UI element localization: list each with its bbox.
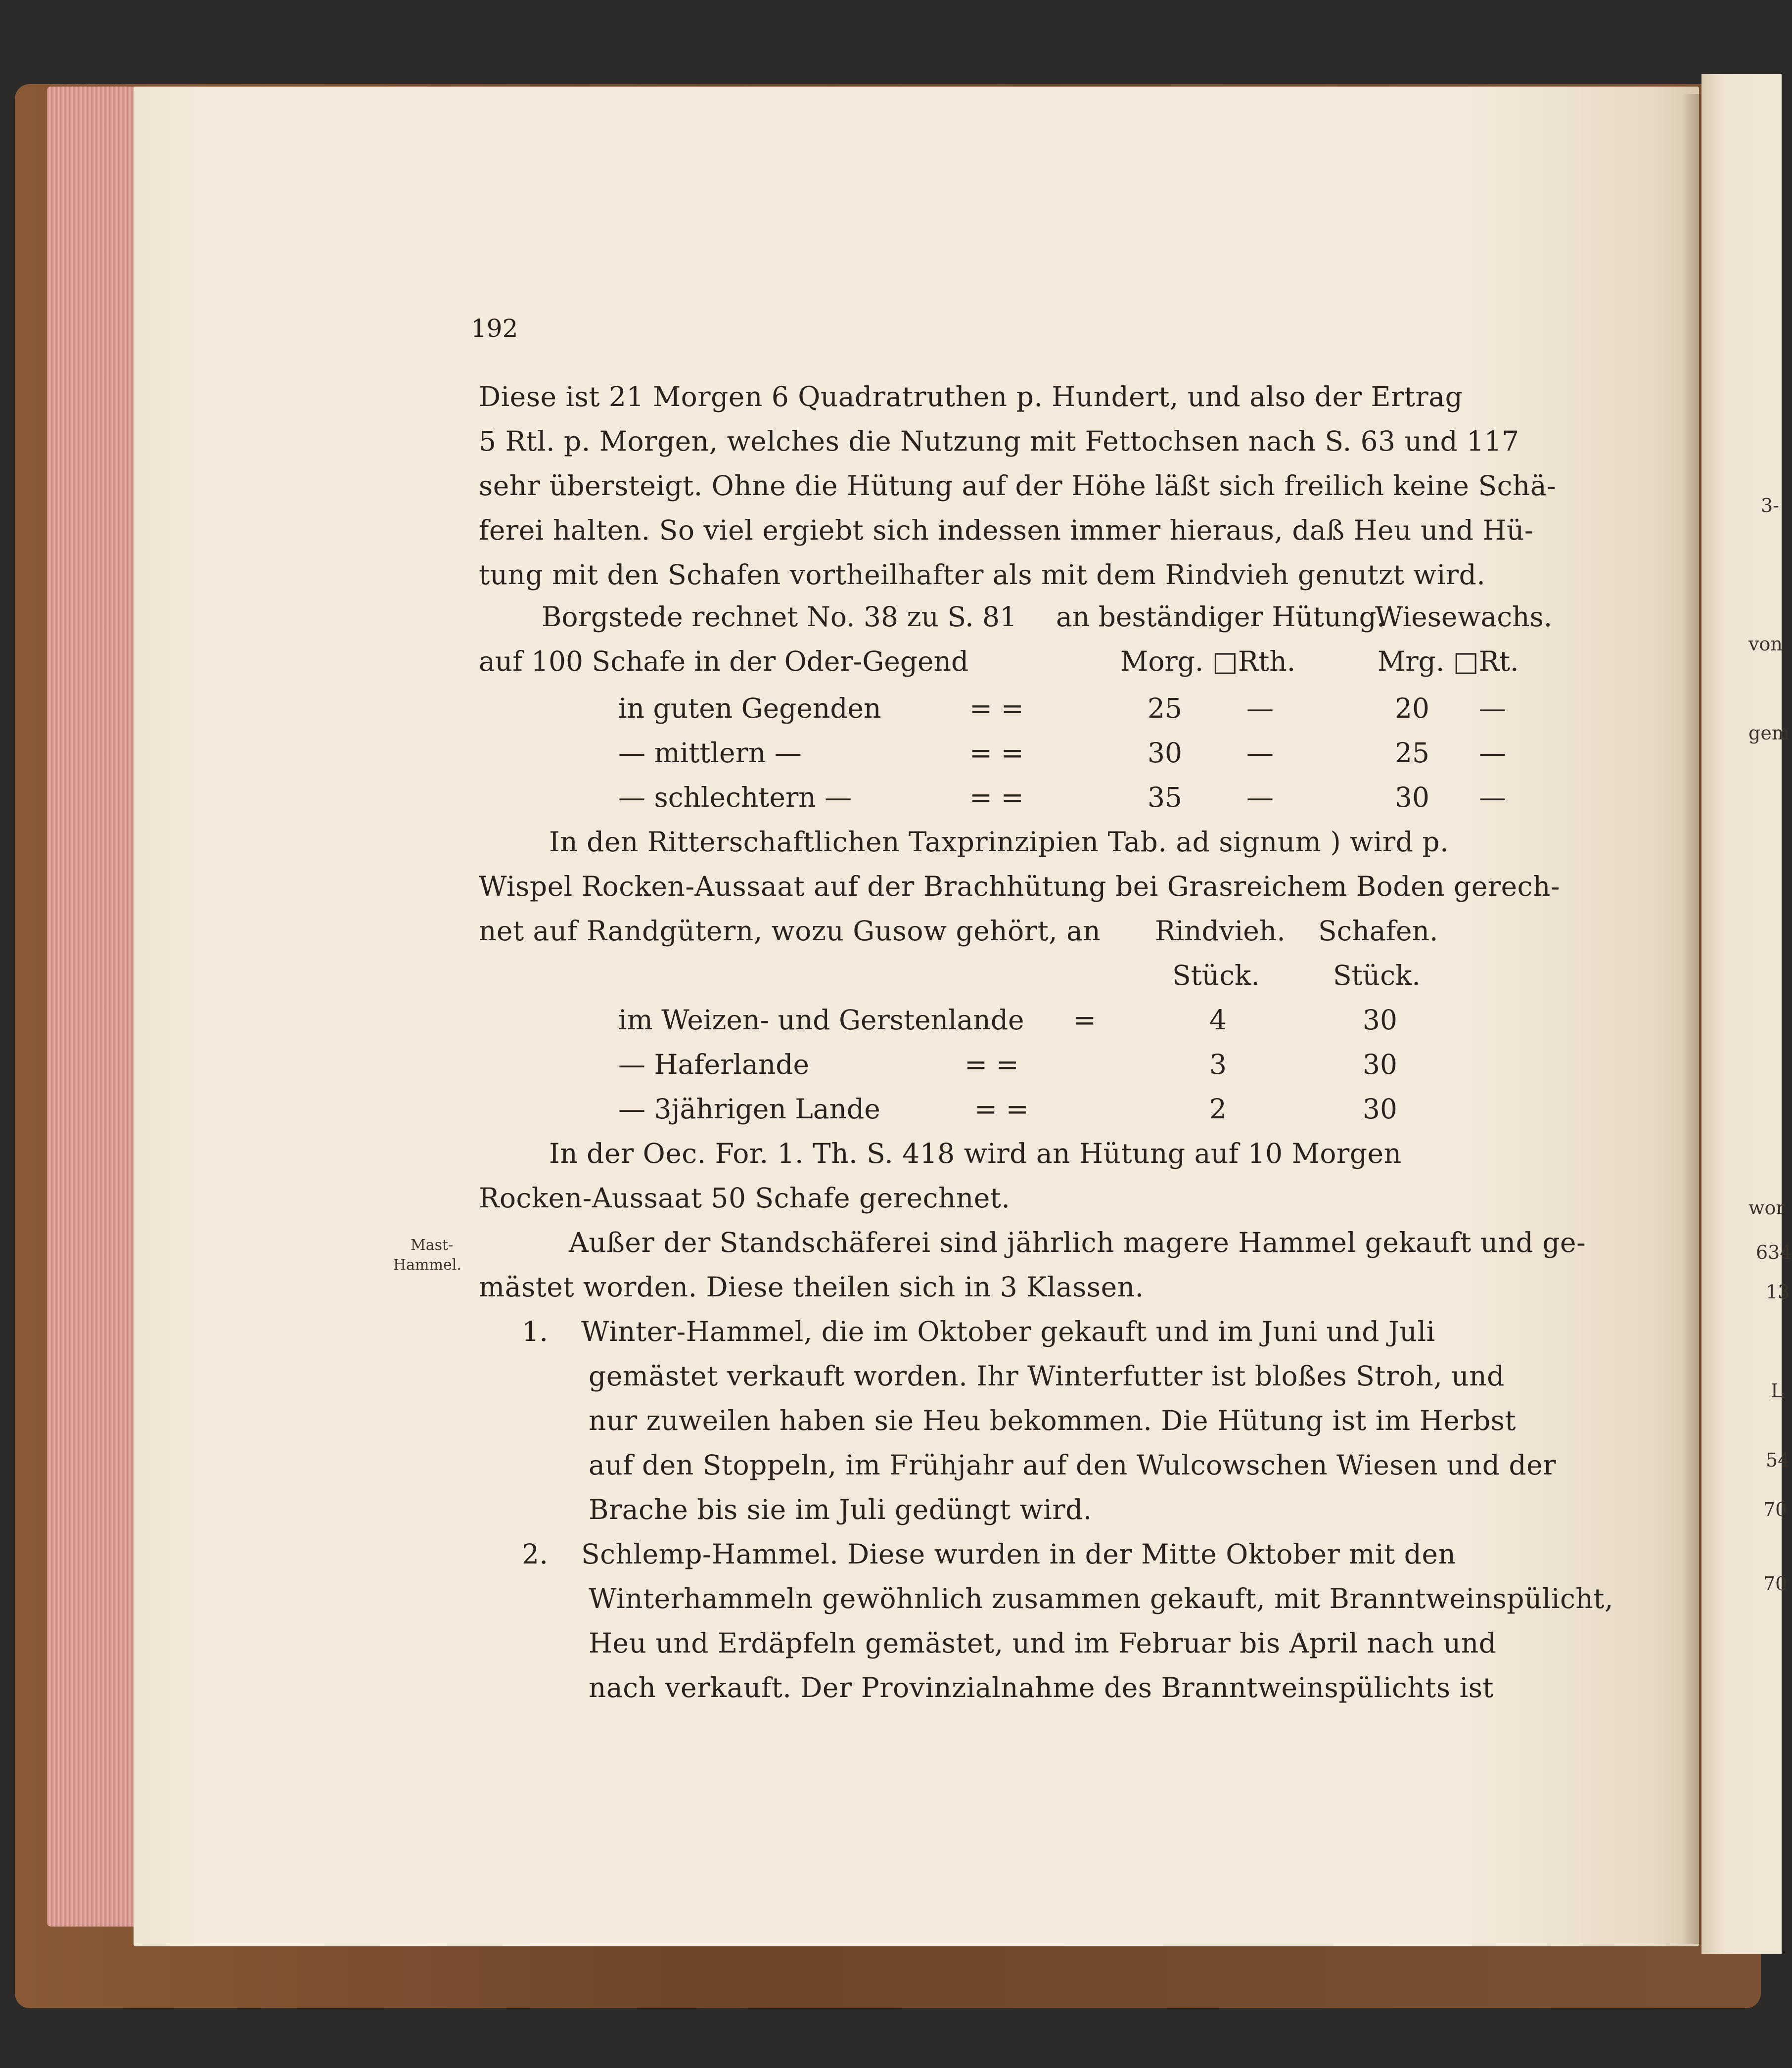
list-item-number: 2. bbox=[522, 1538, 549, 1570]
column-units: Stück. bbox=[1172, 960, 1260, 991]
next-page-fragment: gem bbox=[1748, 722, 1790, 744]
text-line: Außer der Standschäferei sind jährlich magere Hammel gekauft und ge- bbox=[569, 1227, 1586, 1258]
row-dots: = = bbox=[969, 737, 1024, 769]
cell-dash: — bbox=[1246, 692, 1274, 724]
cell-dash: — bbox=[1479, 692, 1506, 724]
next-page-fragment: 3- bbox=[1761, 495, 1780, 516]
margin-note-line: Hammel. bbox=[393, 1256, 461, 1274]
text-line: tung mit den Schafen vortheilhafter als mit dem Rindvieh genutzt wird. bbox=[479, 559, 1486, 591]
cell-value: 3 bbox=[1209, 1049, 1227, 1080]
row-label: — mittlern — bbox=[618, 737, 802, 769]
cell-dash: — bbox=[1479, 737, 1506, 769]
column-units: Stück. bbox=[1333, 960, 1421, 991]
cell-dash: — bbox=[1246, 781, 1274, 813]
row-dots: = = bbox=[969, 781, 1024, 813]
text-line: nur zuweilen haben sie Heu bekommen. Die Hütung ist im Herbst bbox=[589, 1405, 1516, 1436]
text-line: In den Ritterschaftlichen Taxprinzipien Tab. ad signum ) wird p. bbox=[549, 826, 1449, 858]
row-dots: = = bbox=[974, 1093, 1029, 1125]
page-number: 192 bbox=[471, 314, 518, 343]
table-intro-line: auf 100 Schafe in der Oder-Gegend bbox=[479, 645, 969, 677]
table-intro-line: Borgstede rechnet No. 38 zu S. 81 bbox=[542, 601, 1017, 633]
text-line: nach verkauft. Der Provinzialnahme des Branntweinspülichts ist bbox=[589, 1672, 1494, 1703]
text-line: Heu und Erdäpfeln gemästet, und im Februar bis April nach und bbox=[589, 1627, 1497, 1659]
text-line: sehr übersteigt. Ohne die Hütung auf der Höhe läßt sich freilich keine Schä- bbox=[479, 470, 1557, 502]
cell-dash: — bbox=[1246, 737, 1274, 769]
text-line: gemästet verkauft worden. Ihr Winterfutter ist bloßes Stroh, und bbox=[589, 1360, 1505, 1392]
next-page-edge bbox=[1701, 74, 1792, 1954]
next-page-fragment: von bbox=[1748, 633, 1783, 655]
column-header: Rindvieh. bbox=[1155, 915, 1286, 947]
cell-value: 4 bbox=[1209, 1004, 1227, 1036]
row-label: im Weizen- und Gerstenlande bbox=[618, 1004, 1024, 1036]
text-line: Winter-Hammel, die im Oktober gekauft und im Juni und Juli bbox=[581, 1316, 1435, 1347]
column-header: Wiesewachs. bbox=[1375, 601, 1553, 633]
cell-value: 30 bbox=[1363, 1049, 1397, 1080]
book-gutter bbox=[1682, 94, 1701, 1944]
text-line: Wispel Rocken-Aussaat auf der Brachhütung bei Grasreichem Boden gerech- bbox=[479, 871, 1560, 902]
text-line: Winterhammeln gewöhnlich zusammen gekauft, mit Branntweinspülicht, bbox=[589, 1583, 1613, 1614]
column-units: Morg. □Rth. bbox=[1120, 645, 1296, 677]
margin-note-line: Mast- bbox=[411, 1237, 454, 1254]
list-item-number: 1. bbox=[522, 1316, 549, 1347]
cell-value: 30 bbox=[1363, 1004, 1397, 1036]
next-page-fragment: 634 bbox=[1756, 1241, 1792, 1263]
next-page-fragment: 13 bbox=[1766, 1281, 1790, 1303]
cell-value: 30 bbox=[1363, 1093, 1397, 1125]
text-line: auf den Stoppeln, im Frühjahr auf den Wulcowschen Wiesen und der bbox=[589, 1449, 1557, 1481]
cell-value: 25 bbox=[1395, 737, 1429, 769]
cell-dash: — bbox=[1479, 781, 1506, 813]
text-line: Brache bis sie im Juli gedüngt wird. bbox=[589, 1494, 1092, 1525]
next-page-fragment: 70 bbox=[1763, 1499, 1788, 1520]
row-label: in guten Gegenden bbox=[618, 692, 881, 724]
next-page-fragment: L bbox=[1771, 1380, 1784, 1402]
next-page-fragment: wor bbox=[1748, 1197, 1785, 1219]
page-edges bbox=[47, 87, 141, 1927]
row-dots: = = bbox=[965, 1049, 1019, 1080]
text-line: ferei halten. So viel ergiebt sich indessen immer hieraus, daß Heu und Hü- bbox=[479, 514, 1534, 546]
text-line: Diese ist 21 Morgen 6 Quadratruthen p. Hundert, und also der Ertrag bbox=[479, 381, 1463, 413]
text-line: 5 Rtl. p. Morgen, welches die Nutzung mit Fettochsen nach S. 63 und 117 bbox=[479, 425, 1519, 457]
column-header: Schafen. bbox=[1318, 915, 1438, 947]
cell-value: 35 bbox=[1148, 781, 1182, 813]
column-units: Mrg. □Rt. bbox=[1378, 645, 1519, 677]
cell-value: 2 bbox=[1209, 1093, 1227, 1125]
row-label: — 3jährigen Lande bbox=[618, 1093, 880, 1125]
row-dots: = = bbox=[969, 692, 1024, 724]
cell-value: 30 bbox=[1148, 737, 1182, 769]
next-page-fragment: 54 bbox=[1766, 1449, 1790, 1471]
text-line: mästet worden. Diese theilen sich in 3 Klassen. bbox=[479, 1271, 1144, 1303]
next-page-fragment: 70 bbox=[1763, 1573, 1788, 1595]
column-header: an beständiger Hütung. bbox=[1056, 601, 1385, 633]
row-dots: = bbox=[1073, 1004, 1097, 1036]
cell-value: 20 bbox=[1395, 692, 1429, 724]
cell-value: 25 bbox=[1148, 692, 1182, 724]
row-label: — schlechtern — bbox=[618, 781, 852, 813]
text-line: Rocken-Aussaat 50 Schafe gerechnet. bbox=[479, 1182, 1011, 1214]
cell-value: 30 bbox=[1395, 781, 1429, 813]
row-label: — Haferlande bbox=[618, 1049, 809, 1080]
text-line: net auf Randgütern, wozu Gusow gehört, an bbox=[479, 915, 1101, 947]
text-line: In der Oec. For. 1. Th. S. 418 wird an Hütung auf 10 Morgen bbox=[549, 1138, 1402, 1169]
text-line: Schlemp-Hammel. Diese wurden in der Mitte Oktober mit den bbox=[581, 1538, 1456, 1570]
